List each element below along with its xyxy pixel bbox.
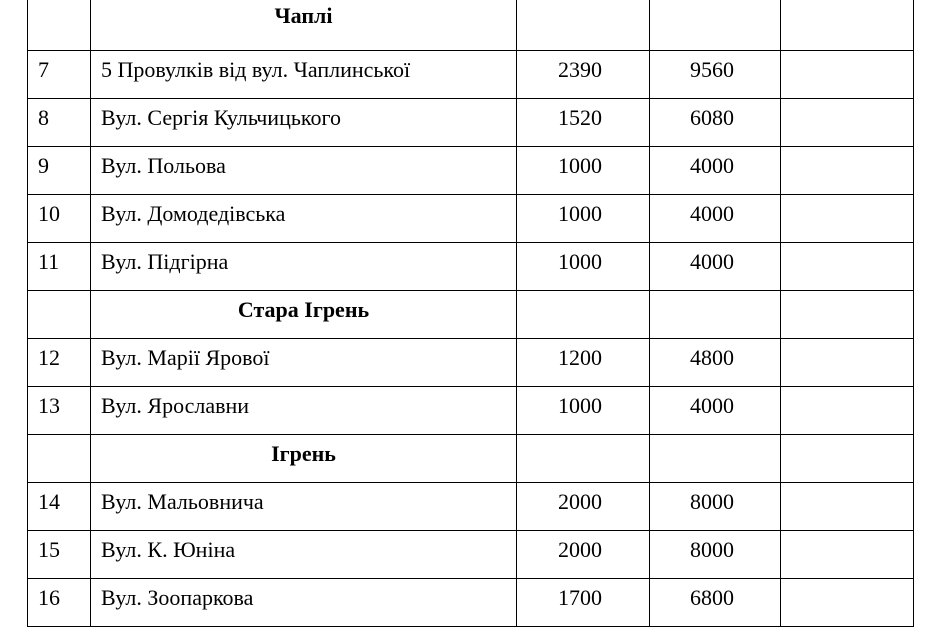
row-number: 15 (28, 531, 91, 579)
row-number: 11 (28, 243, 91, 291)
notes-cell-empty (781, 387, 914, 435)
section-title: Ігрень (91, 435, 517, 483)
value-cell-empty (517, 0, 650, 51)
notes-cell-empty (781, 243, 914, 291)
length-value: 2000 (517, 483, 650, 531)
street-name: Вул. Мальовнича (91, 483, 517, 531)
number-cell-empty (28, 291, 91, 339)
length-value: 1000 (517, 147, 650, 195)
number-cell-empty (28, 0, 91, 51)
area-value: 4000 (650, 195, 781, 243)
notes-cell-empty (781, 147, 914, 195)
notes-cell-empty (781, 99, 914, 147)
area-value: 9560 (650, 51, 781, 99)
street-name: Вул. Польова (91, 147, 517, 195)
table-row (28, 339, 914, 387)
area-value: 6080 (650, 99, 781, 147)
length-value: 2390 (517, 51, 650, 99)
street-name: Вул. Домодедівська (91, 195, 517, 243)
street-name: Вул. Сергія Кульчицького (91, 99, 517, 147)
table-row (28, 147, 914, 195)
value-cell-empty (650, 0, 781, 51)
street-name: Вул. Ярославни (91, 387, 517, 435)
area-value: 6800 (650, 579, 781, 627)
streets-table (27, 0, 914, 627)
street-name: Вул. Підгірна (91, 243, 517, 291)
area-value: 4000 (650, 243, 781, 291)
table-row (28, 483, 914, 531)
notes-cell-empty (781, 291, 914, 339)
length-value: 1000 (517, 387, 650, 435)
table-row (28, 387, 914, 435)
street-name: 5 Провулків від вул. Чаплинської (91, 51, 517, 99)
notes-cell-empty (781, 339, 914, 387)
street-name: Вул. Марії Ярової (91, 339, 517, 387)
table-row (28, 51, 914, 99)
row-number: 13 (28, 387, 91, 435)
row-number: 16 (28, 579, 91, 627)
row-number: 8 (28, 99, 91, 147)
area-value: 8000 (650, 483, 781, 531)
section-header-row (28, 0, 914, 51)
street-name: Вул. К. Юніна (91, 531, 517, 579)
table-row (28, 531, 914, 579)
row-number: 9 (28, 147, 91, 195)
length-value: 1200 (517, 339, 650, 387)
length-value: 2000 (517, 531, 650, 579)
notes-cell-empty (781, 483, 914, 531)
length-value: 1700 (517, 579, 650, 627)
notes-cell-empty (781, 579, 914, 627)
value-cell-empty (517, 291, 650, 339)
section-header-row (28, 435, 914, 483)
notes-cell-empty (781, 435, 914, 483)
value-cell-empty (650, 435, 781, 483)
length-value: 1520 (517, 99, 650, 147)
table-body (28, 0, 914, 627)
length-value: 1000 (517, 195, 650, 243)
area-value: 4800 (650, 339, 781, 387)
row-number: 7 (28, 51, 91, 99)
area-value: 4000 (650, 387, 781, 435)
street-name: Вул. Зоопаркова (91, 579, 517, 627)
section-title: Чаплі (91, 0, 517, 51)
row-number: 14 (28, 483, 91, 531)
notes-cell-empty (781, 0, 914, 51)
table-row (28, 579, 914, 627)
notes-cell-empty (781, 195, 914, 243)
area-value: 8000 (650, 531, 781, 579)
table-row (28, 99, 914, 147)
value-cell-empty (517, 435, 650, 483)
section-title: Стара Ігрень (91, 291, 517, 339)
row-number: 10 (28, 195, 91, 243)
area-value: 4000 (650, 147, 781, 195)
section-header-row (28, 291, 914, 339)
length-value: 1000 (517, 243, 650, 291)
value-cell-empty (650, 291, 781, 339)
notes-cell-empty (781, 51, 914, 99)
table-row (28, 243, 914, 291)
number-cell-empty (28, 435, 91, 483)
row-number: 12 (28, 339, 91, 387)
table-row (28, 195, 914, 243)
notes-cell-empty (781, 531, 914, 579)
